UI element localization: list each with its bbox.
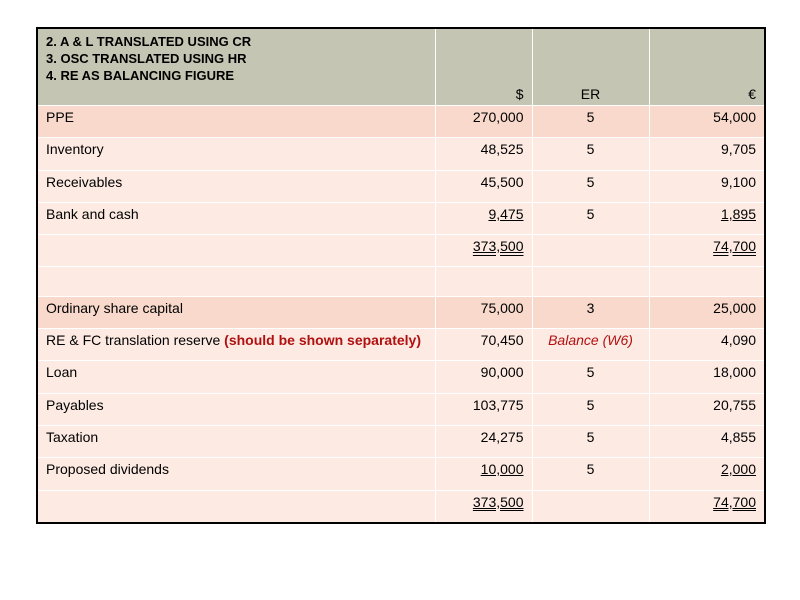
- euro-value: 9,100: [649, 170, 765, 202]
- dollar-value: 10,000: [480, 461, 524, 478]
- liabilities-total-row: [37, 490, 765, 523]
- table-row: [37, 425, 765, 457]
- table-row: [37, 361, 765, 393]
- header-dollar: $: [435, 28, 532, 106]
- euro-value: 20,755: [649, 393, 765, 425]
- table-row: [37, 458, 765, 490]
- spacer-row: [37, 267, 765, 296]
- rate-value: 5: [532, 393, 649, 425]
- header-title: [37, 28, 435, 106]
- euro-value: 18,000: [649, 361, 765, 393]
- rate-value: 5: [532, 361, 649, 393]
- dollar-value: 70,450: [435, 329, 532, 361]
- rate-value: 3: [532, 296, 649, 328]
- dollar-value: 270,000: [435, 106, 532, 138]
- row-label: Payables: [37, 393, 435, 425]
- title-line-3: 4. RE AS BALANCING FIGURE: [46, 68, 235, 83]
- euro-value: 25,000: [649, 296, 765, 328]
- header-euro: €: [649, 28, 765, 106]
- table-row: [37, 170, 765, 202]
- rate-value: 5: [532, 458, 649, 490]
- dollar-value: 90,000: [435, 361, 532, 393]
- euro-value: 2,000: [720, 461, 756, 478]
- assets-total-row: [37, 235, 765, 267]
- rate-value: 5: [532, 106, 649, 138]
- row-label: RE & FC translation reserve: [46, 332, 225, 349]
- euro-value: 1,895: [720, 205, 756, 222]
- euro-value: 4,855: [649, 425, 765, 457]
- euro-value: 9,705: [649, 138, 765, 170]
- table-row: [37, 106, 765, 138]
- row-label: Inventory: [37, 138, 435, 170]
- dollar-value: 24,275: [435, 425, 532, 457]
- table-row: [37, 393, 765, 425]
- liabilities-total-euro: 74,700: [713, 493, 756, 510]
- rate-value: 5: [532, 170, 649, 202]
- table-row: [37, 202, 765, 234]
- assets-total-euro: 74,700: [713, 238, 756, 255]
- header-rate: ER: [532, 28, 649, 106]
- dollar-value: 9,475: [488, 205, 524, 222]
- table-row: [37, 138, 765, 170]
- dollar-value: 45,500: [435, 170, 532, 202]
- rate-value: 5: [532, 138, 649, 170]
- dollar-value: 48,525: [435, 138, 532, 170]
- row-label: Ordinary share capital: [37, 296, 435, 328]
- table-row: [37, 329, 765, 361]
- euro-value: 4,090: [649, 329, 765, 361]
- euro-value: 54,000: [649, 106, 765, 138]
- header-row: [37, 28, 765, 106]
- rate-value: 5: [532, 202, 649, 234]
- rate-value: 5: [532, 425, 649, 457]
- row-label: Bank and cash: [37, 202, 435, 234]
- rate-value: Balance (W6): [532, 329, 649, 361]
- title-line-2: 3. OSC TRANSLATED USING HR: [46, 51, 247, 66]
- assets-total-dollar: 373,500: [472, 238, 524, 255]
- dollar-value: 75,000: [435, 296, 532, 328]
- table-row: [37, 296, 765, 328]
- row-label: Receivables: [37, 170, 435, 202]
- translation-table: [36, 27, 766, 524]
- liabilities-total-dollar: 373,500: [472, 493, 524, 510]
- row-label: PPE: [37, 106, 435, 138]
- row-label: Taxation: [37, 425, 435, 457]
- separate-note: (should be shown separately): [224, 332, 421, 349]
- title-line-1: 2. A & L TRANSLATED USING CR: [46, 34, 252, 49]
- row-label: Proposed dividends: [37, 458, 435, 490]
- dollar-value: 103,775: [435, 393, 532, 425]
- row-label: Loan: [37, 361, 435, 393]
